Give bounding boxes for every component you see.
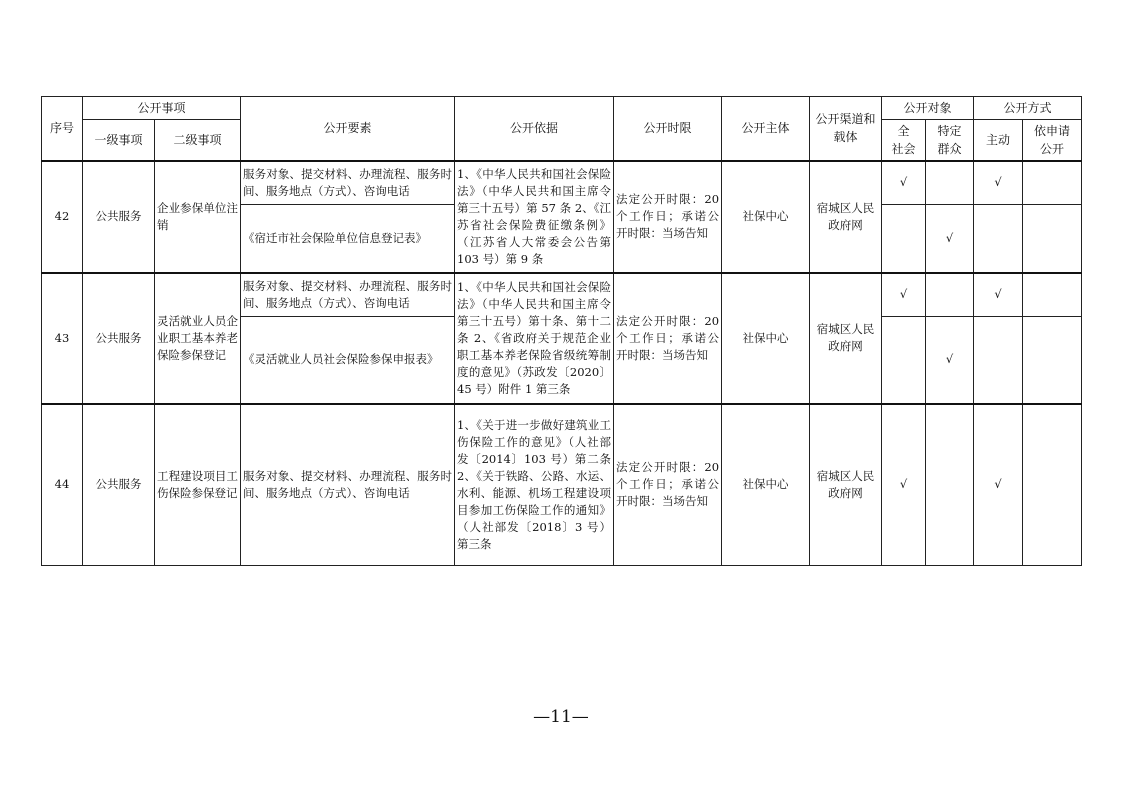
row-level1: 公共服务 [83, 273, 155, 404]
row-level2: 灵活就业人员企业职工基本养老保险参保登记 [155, 273, 241, 404]
header-time-limit: 公开时限 [614, 97, 722, 161]
check-active: √ [974, 404, 1023, 566]
check-request-empty [1023, 273, 1082, 317]
header-mode-request: 依申请 公开 [1023, 120, 1082, 161]
check-active-empty [974, 317, 1023, 404]
row-subject: 社保中心 [722, 273, 810, 404]
row-level1: 公共服务 [83, 404, 155, 566]
row-subject: 社保中心 [722, 404, 810, 566]
header-target-specific: 特定 群众 [926, 120, 974, 161]
table-row [42, 404, 1082, 566]
header-mode-group: 公开方式 [974, 97, 1082, 120]
header-subject: 公开主体 [722, 97, 810, 161]
page-number: —11— [533, 707, 589, 727]
header-target-all: 全 社会 [882, 120, 926, 161]
row-element-a: 服务对象、提交材料、办理流程、服务时间、服务地点（方式）、咨询电话 [241, 161, 455, 205]
row-level2: 工程建设项目工伤保险参保登记 [155, 404, 241, 566]
row-element-b: 《灵活就业人员社会保险参保申报表》 [241, 317, 455, 404]
header-target-group: 公开对象 [882, 97, 974, 120]
check-all-empty [882, 205, 926, 273]
row-seq: 44 [42, 404, 83, 566]
check-request-empty [1023, 161, 1082, 205]
header-level2: 二级事项 [155, 120, 241, 161]
check-specific: √ [926, 205, 974, 273]
check-specific-empty [926, 273, 974, 317]
header-basis: 公开依据 [455, 97, 614, 161]
header-channel: 公开渠道和载体 [810, 97, 882, 161]
row-element-a: 服务对象、提交材料、办理流程、服务时间、服务地点（方式）、咨询电话 [241, 273, 455, 317]
row-basis: 1、《中华人民共和国社会保险法》（中华人民共和国主席令第三十五号）第 57 条 2、《江苏省社会保险费征缴条例》（江苏省人大常委会公告第 103 号）第 9 条 [455, 161, 614, 273]
header-mode-active: 主动 [974, 120, 1023, 161]
check-request-empty [1023, 404, 1082, 566]
row-level1: 公共服务 [83, 161, 155, 273]
check-active: √ [974, 273, 1023, 317]
check-all: √ [882, 404, 926, 566]
header-level1: 一级事项 [83, 120, 155, 161]
row-time-limit: 法定公开时限：20个工作日；承诺公开时限：当场告知 [614, 161, 722, 273]
check-specific-empty [926, 161, 974, 205]
check-all: √ [882, 273, 926, 317]
check-all: √ [882, 161, 926, 205]
check-specific: √ [926, 317, 974, 404]
row-element-a: 服务对象、提交材料、办理流程、服务时间、服务地点（方式）、咨询电话 [241, 404, 455, 566]
header-items-group: 公开事项 [83, 97, 241, 120]
row-level2: 企业参保单位注销 [155, 161, 241, 273]
row-element-b: 《宿迁市社会保险单位信息登记表》 [241, 205, 455, 273]
row-time-limit: 法定公开时限：20个工作日；承诺公开时限：当场告知 [614, 404, 722, 566]
check-request-empty [1023, 205, 1082, 273]
row-subject: 社保中心 [722, 161, 810, 273]
header-seq: 序号 [42, 97, 83, 161]
check-active-empty [974, 205, 1023, 273]
row-basis: 1、《关于进一步做好建筑业工伤保险工作的意见》（人社部发〔2014〕103 号）第二条 2、《关于铁路、公路、水运、水利、能源、机场工程建设项目参加工伤保险工作的通知》（人社部发〔2018〕3 号）第三条 [455, 404, 614, 566]
check-all-empty [882, 317, 926, 404]
row-channel: 宿城区人民政府网 [810, 161, 882, 273]
row-channel: 宿城区人民政府网 [810, 273, 882, 404]
table-row [42, 273, 1082, 317]
check-specific-empty [926, 404, 974, 566]
row-seq: 43 [42, 273, 83, 404]
check-active: √ [974, 161, 1023, 205]
header-row-1 [42, 97, 1082, 120]
row-channel: 宿城区人民政府网 [810, 404, 882, 566]
row-basis: 1、《中华人民共和国社会保险法》（中华人民共和国主席令第三十五号）第十条、第十二条 2、《省政府关于规范企业职工基本养老保险省级统筹制度的意见》（苏政发〔2020〕45 号）附件 1 第三条 [455, 273, 614, 404]
disclosure-table [41, 96, 1082, 566]
row-seq: 42 [42, 161, 83, 273]
row-time-limit: 法定公开时限：20个工作日；承诺公开时限：当场告知 [614, 273, 722, 404]
check-request-empty [1023, 317, 1082, 404]
header-elements: 公开要素 [241, 97, 455, 161]
table-row [42, 161, 1082, 205]
